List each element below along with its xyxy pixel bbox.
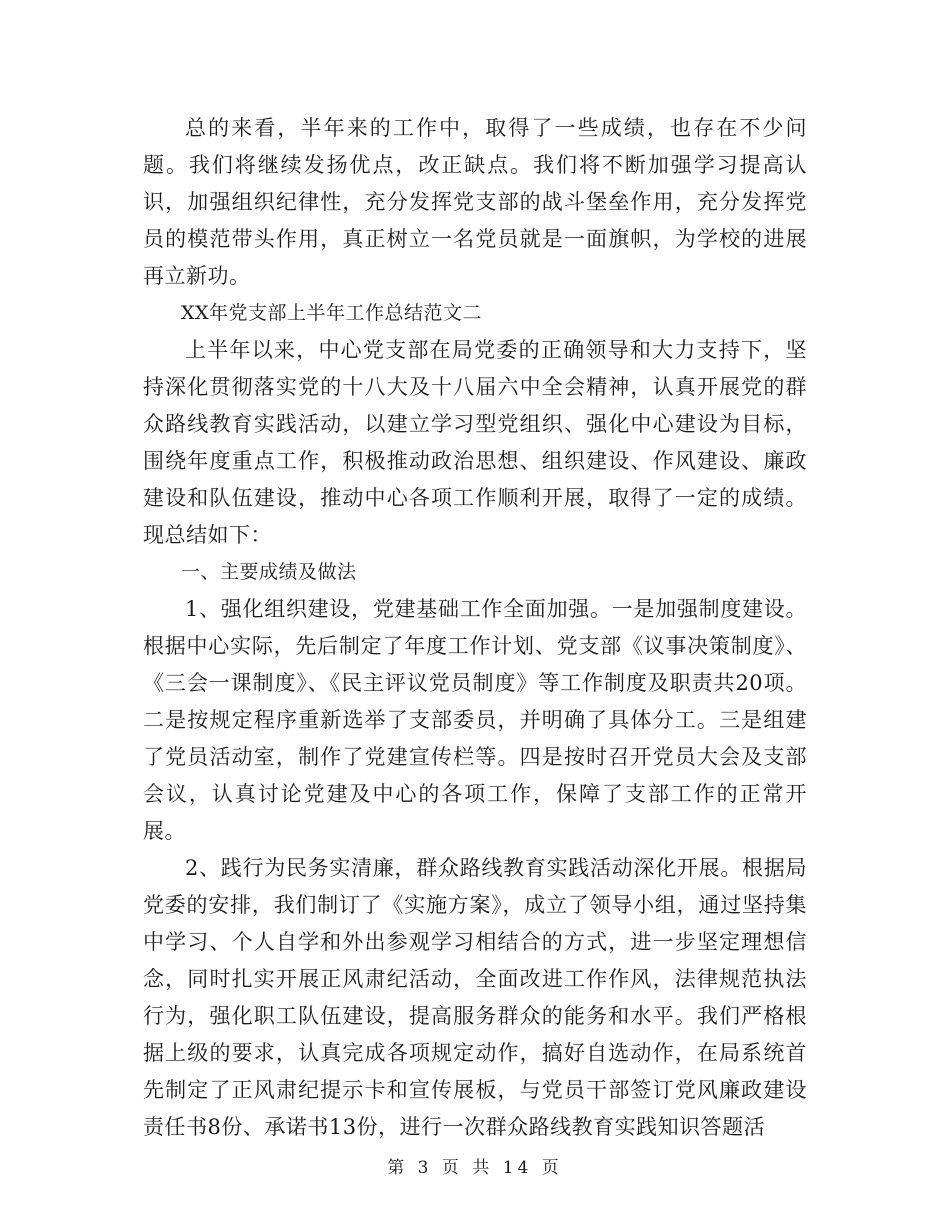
paragraph-item-1: 1、强化组织建设，党建基础工作全面加强。一是加强制度建设。根据中心实际，先后制定了年度工作计划、党支部《议事决策制度》、《三会一课制度》、《民主评议党员制度》等工作制度及职责共20项。二是按规定程序重新选举了支部委员，并明确了具体分工。三是组建了党员活动室，制作了党建宣传栏等。四是按时召开党员大会及支部会议，认真讨论党建及中心的各项工作，保障了支部工作的正常开展。 — [143, 597, 807, 843]
section-title: XX年党支部上半年工作总结范文二 — [181, 302, 483, 324]
document-body — [143, 110, 807, 1146]
paragraph-item-2: 2、践行为民务实清廉，群众路线教育实践活动深化开展。根据局党委的安排，我们制订了《实施方案》，成立了领导小组，通过坚持集中学习、个人自学和外出参观学习相结合的方式，进一步坚定理想信念，同时扎实开展正风肃纪活动，全面改进工作作风，法律规范执法行为，强化职工队伍建设，提高服务群众的能务和水平。我们严格根据上级的要求，认真完成各项规定动作，搞好自选动作，在局系统首先制定了正风肃纪提示卡和宣传展板，与党员干部签订党风廉政建设责任书8份、承诺书13份，进行一次群众路线教育实践知识答题活 — [143, 856, 807, 1139]
subsection-heading: 一、主要成绩及做法 — [181, 561, 357, 583]
paragraph-intro: 上半年以来，中心党支部在局党委的正确领导和大力支持下，坚持深化贯彻落实党的十八大及十八届六中全会精神，认真开展党的群众路线教育实践活动，以建立学习型党组织、强化中心建设为目标，围绕年度重点工作，积极推动政治思想、组织建设、作风建设、廉政建设和队伍建设，推动中心各项工作顺利开展，取得了一定的成绩。现总结如下： — [143, 338, 807, 547]
page-number-footer: 第 3 页 共 14 页 — [387, 1158, 563, 1178]
paragraph-summary: 总的来看，半年来的工作中，取得了一些成绩，也存在不少问题。我们将继续发扬优点，改正缺点。我们将不断加强学习提高认识，加强组织纪律性，充分发挥党支部的战斗堡垒作用，充分发挥党员的模范带头作用，真正树立一名党员就是一面旗帜，为学校的进展再立新功。 — [143, 116, 807, 288]
